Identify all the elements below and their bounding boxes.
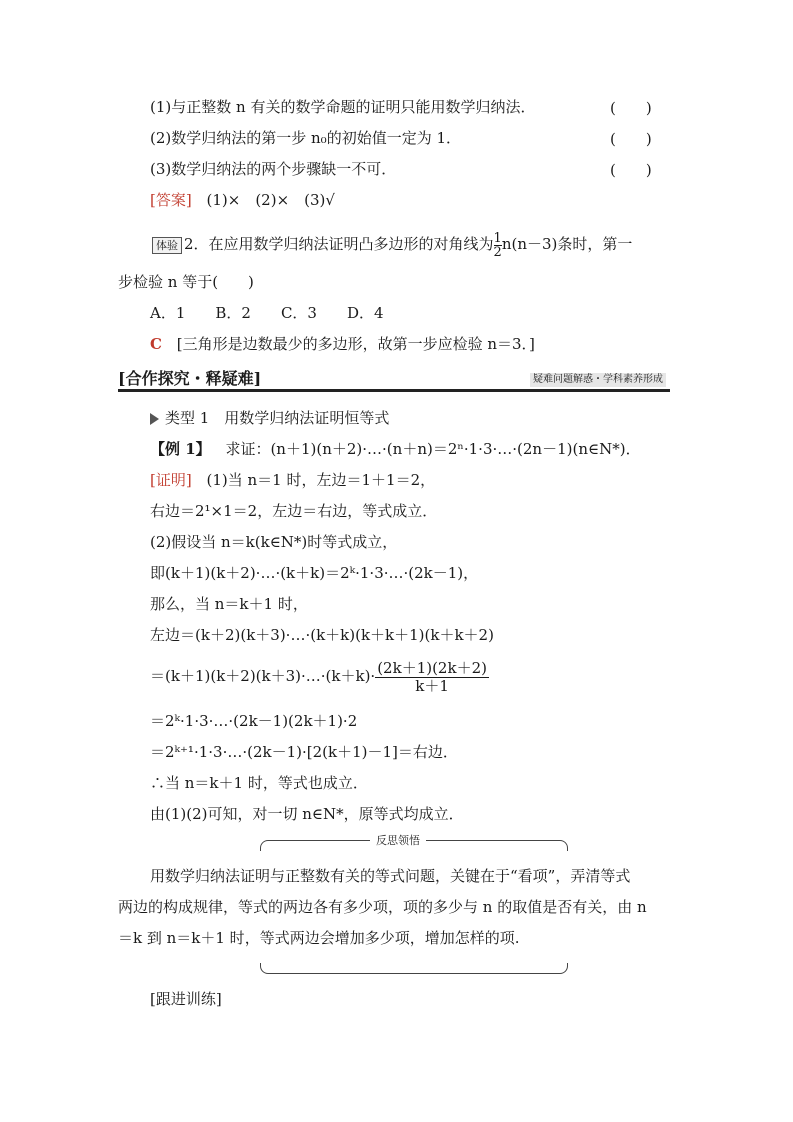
- judge-q1: (1)与正整数 n 有关的数学命题的证明只能用数学归纳法．: [150, 98, 536, 116]
- proof-line-11: 由(1)(2)可知，对一切 n∈N*，原等式均成立．: [150, 805, 464, 823]
- reflection-para-2: 两边的构成规律，等式的两边各有多少项，项的多少与 n 的取值是否有关，由 n: [118, 898, 647, 916]
- answer-text: (1)× (2)× (3)√: [206, 191, 335, 209]
- section-rule: [118, 389, 670, 392]
- q2-text-after: n(n－3)条时，第一: [501, 235, 633, 253]
- answer-label: [答案]: [150, 191, 192, 209]
- example-1: [150, 439, 641, 459]
- proof-line-7: ＝(k＋1)(k＋2)(k＋3)·…·(k＋k)· $\frac{(2k+1)(2k+2)}{k+1}$: [150, 658, 487, 695]
- q2-options: A．1 B．2 C．3 D．4: [150, 304, 384, 322]
- judge-q1-paren: ( ): [610, 99, 652, 117]
- proof-line-9: ＝2ᵏ⁺¹·1·3·…·(2k－1)·[2(k＋1)－1]＝右边．: [150, 743, 458, 761]
- follow-up-heading: [跟进训练]: [150, 990, 222, 1008]
- example-text: 求证：(n＋1)(n＋2)·…·(n＋n)＝2ⁿ·1·3·…·(2n－1)(n∈N*)．: [225, 440, 641, 458]
- proof-fraction: $\frac{(2k+1)(2k+2)}{k+1}$: [377, 658, 487, 695]
- judge-q2-paren: ( ): [610, 130, 652, 148]
- q2-answer-letter: C: [150, 335, 162, 353]
- q2-line1: [152, 226, 632, 262]
- proof-line-8: ＝2ᵏ·1·3·…·(2k－1)(2k＋1)·2: [150, 712, 358, 730]
- type1-heading: 类型 1 用数学归纳法证明恒等式: [150, 408, 389, 428]
- proof-line-5: 那么，当 n＝k＋1 时，: [150, 595, 308, 613]
- experience-tag: 体验: [152, 237, 182, 254]
- judge-q3-paren: ( ): [610, 161, 652, 179]
- triangle-bullet-icon: [150, 413, 159, 425]
- judge-answer: [150, 190, 335, 210]
- q2-answer-text: [三角形是边数最少的多边形，故第一步应检验 n＝3．]: [176, 335, 535, 353]
- proof-label: [证明]: [150, 471, 192, 489]
- example-label: 【例 1】: [150, 440, 211, 458]
- proof-line-6: 左边＝(k＋2)(k＋3)·…·(k＋k)(k＋k＋1)(k＋k＋2): [150, 626, 494, 644]
- proof-line-1: [证明] (1)当 n＝1 时，左边＝1＋1＝2，: [150, 471, 436, 489]
- proof-line-3: (2)假设当 n＝k(k∈N*)时等式成立，: [150, 533, 398, 551]
- reflection-bottom-bracket: [260, 963, 568, 974]
- proof-line-4: 即(k＋1)(k＋2)·…·(k＋k)＝2ᵏ·1·3·…·(2k－1)，: [150, 564, 479, 582]
- proof-line-2: 右边＝2¹×1＝2，左边＝右边，等式成立．: [150, 502, 438, 520]
- reflection-label: 反思领悟: [370, 832, 426, 848]
- section-title: [合作探究・释疑难]: [118, 369, 262, 388]
- section-header: [118, 366, 670, 392]
- q2-answer: [150, 334, 535, 354]
- proof-line-10: ∴当 n＝k＋1 时，等式也成立．: [150, 774, 368, 792]
- reflection-para-3: ＝k 到 n＝k＋1 时，等式两边会增加多少项，增加怎样的项.: [118, 929, 520, 947]
- q2-fraction: $\frac{1}{2}$: [493, 230, 502, 260]
- section-subtitle: 疑难问题解惑・学科素养形成: [530, 373, 666, 387]
- judge-q3: (3)数学归纳法的两个步骤缺一不可．: [150, 160, 397, 178]
- reflection-para-1: 用数学归纳法证明与正整数有关的等式问题，关键在于“看项”，弄清等式: [150, 867, 631, 885]
- judge-q2: (2)数学归纳法的第一步 n₀的初始值一定为 1．: [150, 129, 462, 147]
- q2-line2: 步检验 n 等于( ): [118, 273, 254, 291]
- q2-text-before: 2．在应用数学归纳法证明凸多边形的对角线为: [184, 235, 494, 253]
